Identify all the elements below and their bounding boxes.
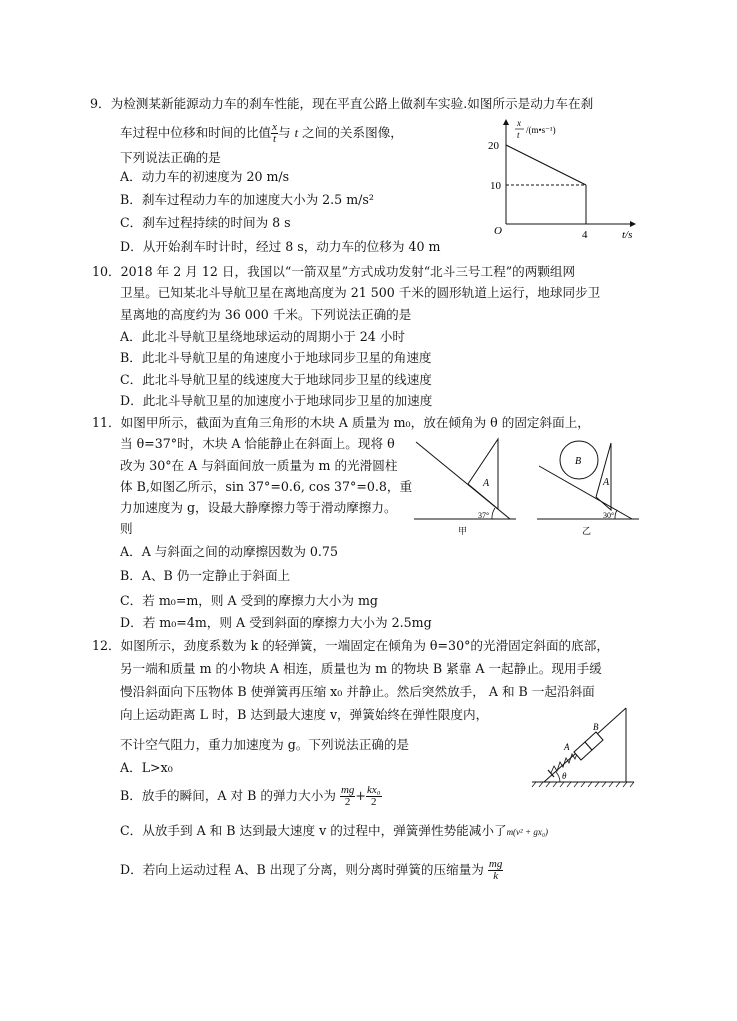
q9-data-line [506,145,586,185]
q9-stem-b2: 与 [278,125,291,140]
q12-number: 12． [92,638,121,653]
q12-option-b [120,782,382,810]
q12-b-f1-den: 2 [344,796,351,808]
q11a-label-a: A [483,478,490,489]
q9-stem-b1: 车过程中位移和时间的比值 [120,125,272,140]
q12-option-d-text: D．若向上运动过程 A、B 出现了分离，则分离时弹簧的压缩量为 [120,862,484,877]
q12-line-1 [92,637,609,655]
q12-b-f2-den: 2 [371,796,377,808]
q9-line-2 [120,122,403,145]
q9-option-d: D．从开始刹车时计时，经过 8 s，动力车的位移为 40 m [120,239,441,254]
q12-option-c [120,822,548,841]
q12-line-3: 慢沿斜面向下压物体 B 使弹簧再压缩 x₀ 并静止。然后突然放手， A 和 B 一起沿斜面 [120,684,595,699]
q12-b-fraction-2 [366,785,382,808]
q10-option-d: D．此北斗导航卫星的加速度小于地球同步卫星的加速度 [120,393,433,408]
q10-line-3: 星离地的高度约为 36 000 千米。下列说法正确的是 [120,307,412,322]
q12-label-b: B [593,722,599,732]
q12-angle-arc [556,772,560,782]
q12-option-d [120,856,503,884]
q9-option-a: A．动力车的初速度为 20 m/s [120,169,290,184]
q12-b-f1-num: mg [340,784,355,796]
q11a-angle: 37° [478,511,490,520]
q10-option-c: C．此北斗导航卫星的线速度大于地球同步卫星的线速度 [120,372,432,387]
q12-line-4: 向上运动距离 L 时，B 达到最大速度 v，弹簧始终在弹性限度内， [120,707,489,722]
q12-option-c-text: C．从放手到 A 和 B 达到最大速度 v 的过程中，弹簧弹性势能减小了 [120,823,507,838]
q12-angle: θ [562,771,567,781]
q10-line-1 [92,263,575,281]
q11b-caption: 乙 [582,526,592,536]
q12-d-f-den: k [493,870,499,882]
q10-option-b: B．此北斗导航卫星的角速度小于地球同步卫星的角速度 [120,350,432,365]
q9-frac-num: x [272,121,278,133]
q12-d-fraction [488,859,503,882]
q9-stem-c: 下列说法正确的是 [120,150,221,165]
q11b-angle-arc [615,510,617,519]
q11-line-4: 体 B,如图乙所示，sin 37°=0.6, cos 37°=0.8，重 [120,479,413,494]
q12-ground-hatch [532,782,634,787]
q9-y-label-num: x [517,118,521,128]
q11b-incline [539,466,632,519]
q12-b-plus: + [355,788,366,803]
q9-frac-den: t [273,133,277,145]
q12-d-f-num: mg [488,858,503,870]
q9-y-label-unit: /(m•s⁻¹) [526,125,556,135]
q11-text-1: 如图甲所示，截面为直角三角形的木块 A 质量为 m₀，放在倾角为 θ 的固定斜面上， [120,415,590,430]
q10-option-a: A．此北斗导航卫星绕地球运动的周期小于 24 小时 [120,329,406,344]
q11-figure-yi [535,430,645,540]
q11b-label-b: B [575,456,582,467]
q12-b-fraction-1 [340,785,355,808]
q9-number: 9． [90,96,111,111]
q9-inline-fraction [271,122,278,145]
q11a-block-a [468,439,498,509]
q9-velocity-graph [480,112,655,262]
q12-b-f2-num: kx₀ [366,784,381,796]
q11-line-3: 改为 30°在 A 与斜面间放一质量为 m 的光滑圆柱 [120,458,398,473]
q10-number: 10． [92,264,121,279]
q9-origin-label: O [494,225,502,237]
q11-option-c: C．若 m₀=m，则 A 受到的摩擦力大小为 mg [120,593,378,608]
q9-option-c: C．刹车过程持续的时间为 8 s [120,215,291,230]
q9-option-b: B．刹车过程动力车的加速度大小为 2.5 m/s² [120,192,374,207]
q12-line-2: 另一端和质量 m 的小物块 A 相连，质量也为 m 的物块 B 紧靠 A 一起静止。现用手缓 [120,661,602,676]
q11-option-a: A．A 与斜面之间的动摩擦因数为 0.75 [120,544,338,559]
q9-y-label-den: t [517,130,520,140]
q11a-angle-arc [492,508,495,519]
q11b-angle: 30° [603,511,615,520]
q9-x-label: t/s [622,229,633,241]
q9-y-tick-20: 20 [488,140,499,152]
q9-y-tick-10: 10 [490,180,501,192]
q11-line-5: 力加速度为 g，设最大静摩擦力等于滑动摩擦力。 [120,500,397,515]
q12-line-5: 不计空气阻力，重力加速度为 g。下列说法正确的是 [120,737,410,752]
q12-label-a: A [564,742,570,752]
q11-figure-jia [412,430,522,540]
q12-option-c-formula: m(v² + gx₀) [506,827,548,837]
q11-option-d: D．若 m₀=4m，则 A 受到斜面的摩擦力大小为 2.5mg [120,615,432,630]
q12-spring-figure [530,700,640,795]
q9-line-1 [90,95,593,113]
q9-stem-t: t [294,126,299,140]
q9-stem-a: 为检测某新能源动力车的刹车性能，现在平直公路上做刹车实验.如图所示是动力车在刹 [110,96,594,111]
q10-line-2: 卫星。已知某北斗导航卫星在离地高度为 21 500 千米的圆形轨道上运行，地球同步卫 [120,285,601,300]
q12-option-b-text: B．放手的瞬间，A 对 B 的弹力大小为 [120,788,336,803]
q9-stem-b3: 之间的关系图像， [302,125,403,140]
q11-line-2: 当 θ=37°时，木块 A 恰能静止在斜面上。现将 θ [120,436,395,451]
q12-option-a: A．L>x₀ [120,760,173,775]
q11-option-b: B．A、B 仍一定静止于斜面上 [120,568,291,583]
q10-text-1: 2018 年 2 月 12 日，我国以“一箭双星”方式成功发射“北斗三号工程”的两颗组网 [120,264,576,279]
q11b-label-a: A [603,477,610,488]
q11a-caption: 甲 [458,526,468,536]
q11-number: 11． [92,415,121,430]
q12-text-1: 如图所示，劲度系数为 k 的轻弹簧，一端固定在倾角为 θ=30°的光滑固定斜面的底部， [120,638,609,653]
q11-line-6: 则 [120,521,133,536]
q9-x-tick-4: 4 [582,229,588,241]
